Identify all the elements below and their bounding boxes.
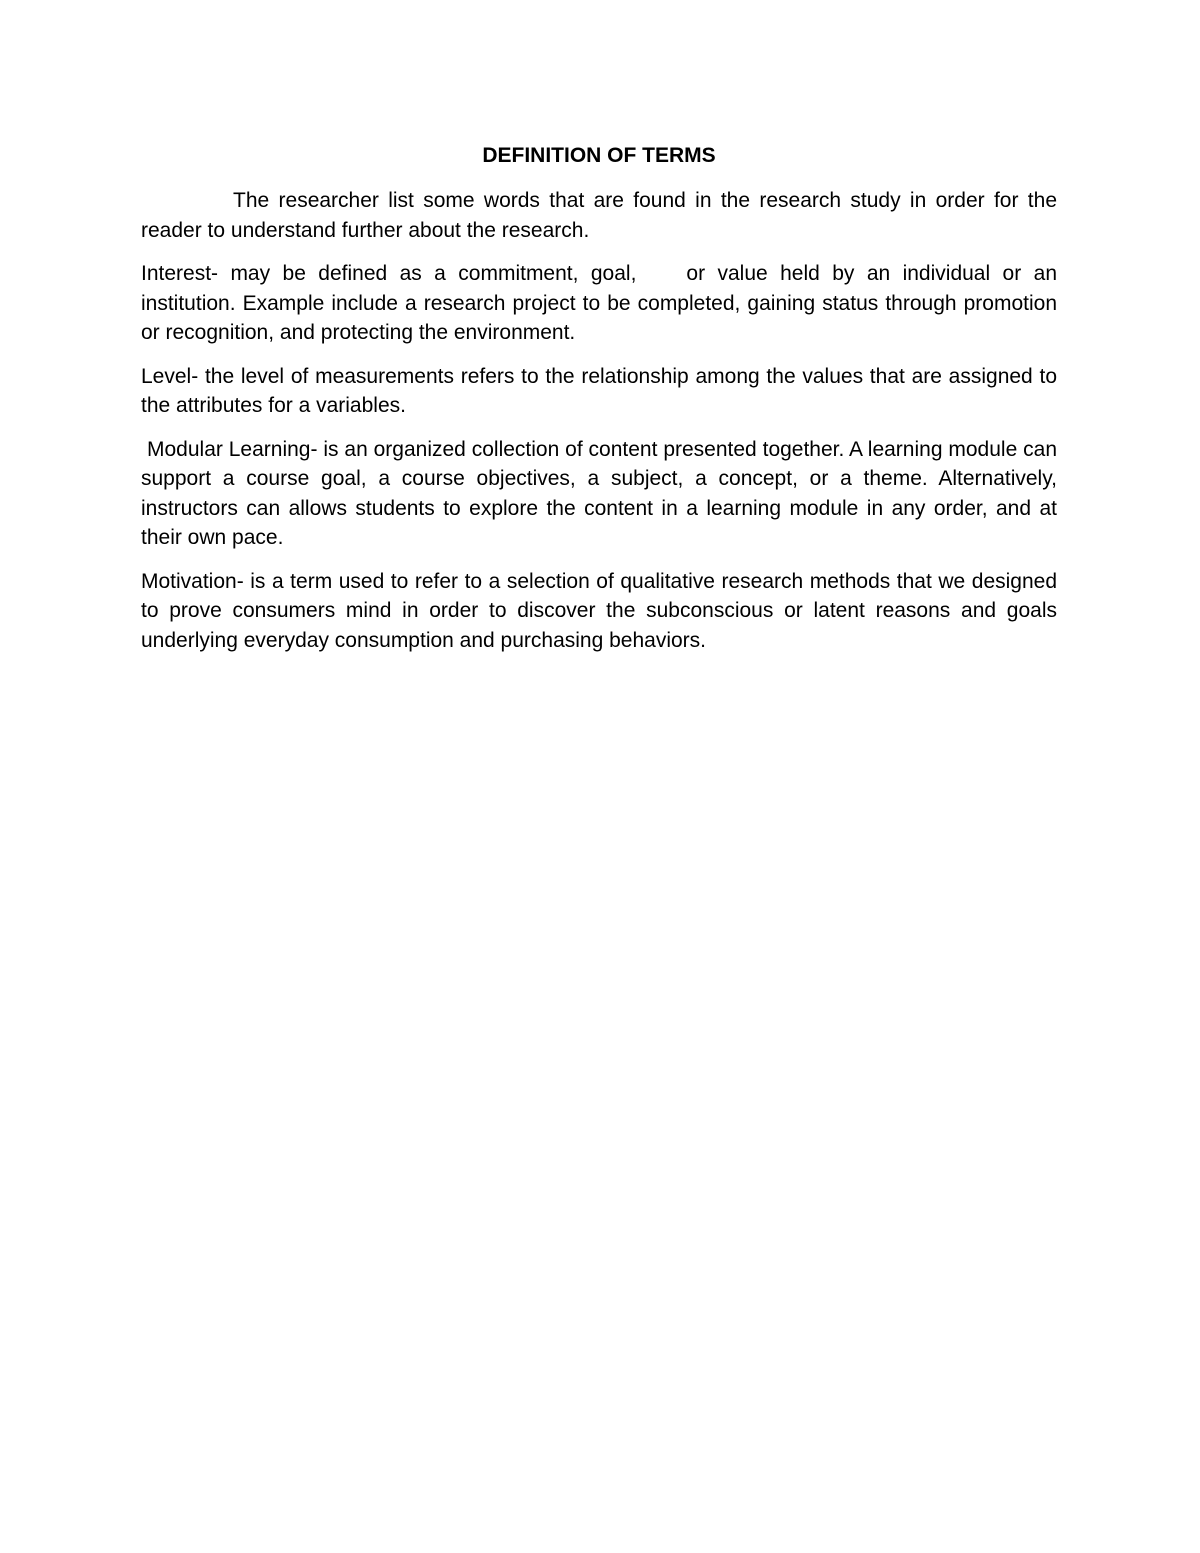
definition-interest-part2: or value held by an individual or an institution. Example include a research project to be completed, gaining status through promotion or recognition, and protecting the environment. [141, 262, 1057, 344]
definition-interest [141, 259, 1057, 348]
definition-interest-part1: Interest- may be defined as a commitment, goal, [141, 262, 637, 285]
definition-motivation: Motivation- is a term used to refer to a selection of qualitative research methods that we designed to prove consumers mind in order to discover the subconscious or latent reasons and goals underlying everyday consumption and purchasing behaviors. [141, 569, 1057, 652]
document-body [141, 140, 1057, 669]
definition-level: Level- the level of measurements refers to the relationship among the values that are assigned to the attributes for a variables. [141, 364, 1057, 417]
page-title: DEFINITION OF TERMS [482, 144, 716, 167]
intro-paragraph: The researcher list some words that are found in the research study in order for the reader to understand further about the research. [141, 189, 1057, 242]
definition-modular-learning: Modular Learning- is an organized collection of content presented together. A learning module can support a course goal, a course objectives, a subject, a concept, or a theme. Alternatively, instructors can allows students to explore the content in a learning module in any order, and at their own pace. [141, 437, 1057, 549]
